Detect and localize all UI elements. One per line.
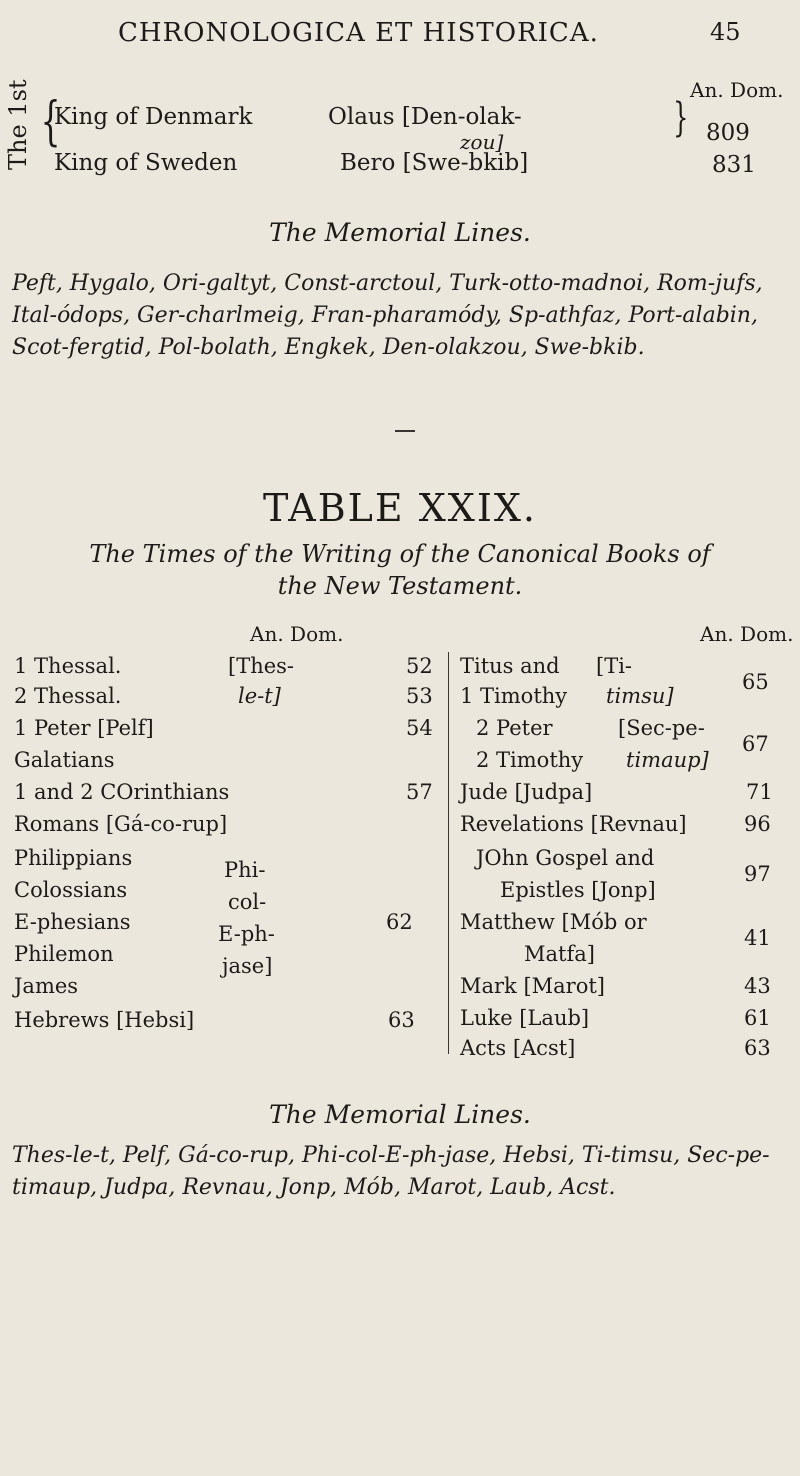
- year: 53: [406, 684, 433, 708]
- year-809: 809: [706, 120, 750, 146]
- book-row: 2 Thessal.: [14, 684, 122, 708]
- book-row: E-phesians: [14, 910, 131, 934]
- side-label: The 1st: [4, 79, 32, 170]
- tag: timsu]: [606, 684, 674, 708]
- year: 67: [742, 732, 769, 756]
- year: 71: [746, 780, 773, 804]
- king-name-olaus-cont: zou]: [460, 130, 504, 154]
- king-name-bero: Bero [Swe-bkib]: [340, 150, 529, 176]
- table-subtitle-2: the New Testament.: [277, 572, 523, 600]
- memorial-text-1: Peft, Hygalo, Ori-galtyt, Const-arctoul, Turk-otto-madnoi, Rom-jufs, Ital-ódops, Ger-charlmeig, Fran-pharamódy, Sp-athfaz, Port-alabin, Scot-fergtid, Pol-bolath, Engkek, Den-olakzou, Swe-bkib.: [12, 271, 763, 360]
- book-row: Galatians: [14, 748, 115, 772]
- book-row: Mark [Marot]: [460, 974, 605, 998]
- book-row: Philemon: [14, 942, 114, 966]
- book-row: 1 and 2 COrinthians: [14, 780, 230, 804]
- memorial-text-2: Thes-le-t, Pelf, Gá-co-rup, Phi-col-E-ph-jase, Hebsi, Ti-timsu, Sec-pe-timaup, Judpa, Revnau, Jonp, Mób, Marot, Laub, Acst.: [12, 1143, 770, 1200]
- book-row: 2 Timothy: [476, 748, 584, 772]
- year-831: 831: [712, 152, 756, 178]
- year: 54: [406, 716, 433, 740]
- book-row: 2 Peter: [476, 716, 553, 740]
- book-row: Acts [Acst]: [460, 1036, 576, 1060]
- book-row: 1 Peter [Pelf]: [14, 716, 154, 740]
- table-title: TABLE XXIX.: [263, 486, 537, 530]
- thes-tag-2: le-t]: [238, 684, 281, 708]
- table-subtitle-1: The Times of the Writing of the Canonical Books of: [89, 540, 711, 568]
- column-divider: [448, 652, 449, 1054]
- memorial-title-1: The Memorial Lines.: [269, 218, 531, 247]
- year: 61: [744, 1006, 771, 1030]
- page-number: 45: [710, 18, 741, 46]
- year: 63: [388, 1008, 415, 1032]
- book-row: Epistles [Jonp]: [500, 878, 656, 902]
- book-row: Luke [Laub]: [460, 1006, 590, 1030]
- book-row: 1 Thessal.: [14, 654, 122, 678]
- book-row: JOhn Gospel and: [476, 846, 655, 870]
- left-brace: {: [40, 92, 61, 152]
- year: 62: [386, 910, 413, 934]
- book-row: Matthew [Mób or: [460, 910, 647, 934]
- tag: timaup]: [626, 748, 709, 772]
- running-head: CHRONOLOGICA ET HISTORICA.: [118, 18, 599, 48]
- phi-tag-3: E-ph-: [218, 922, 275, 946]
- anno-domini-header: An. Dom.: [690, 78, 784, 102]
- year: 63: [744, 1036, 771, 1060]
- col-head-right: An. Dom.: [700, 622, 794, 646]
- tag: [Sec-pe-: [618, 716, 705, 740]
- year: 65: [742, 670, 769, 694]
- thes-tag-1: [Thes-: [228, 654, 295, 678]
- phi-tag-2: col-: [228, 890, 267, 914]
- book-row: Matfa]: [524, 942, 595, 966]
- king-title-denmark: King of Denmark: [54, 104, 253, 130]
- book-row: Hebrews [Hebsi]: [14, 1008, 195, 1032]
- book-row: Revelations [Revnau]: [460, 812, 687, 836]
- right-brace: }: [673, 95, 689, 141]
- memorial-title-2: The Memorial Lines.: [269, 1100, 531, 1129]
- year: 43: [744, 974, 771, 998]
- king-name-olaus: Olaus [Den-olak-: [328, 104, 522, 130]
- year: 57: [406, 780, 433, 804]
- king-title-sweden: King of Sweden: [54, 150, 238, 176]
- book-row: Philippians: [14, 846, 133, 870]
- book-row: Colossians: [14, 878, 128, 902]
- col-head-left: An. Dom.: [250, 622, 344, 646]
- book-row: Jude [Judpa]: [460, 780, 593, 804]
- year: 52: [406, 654, 433, 678]
- book-row: Romans [Gá-co-rup]: [14, 812, 228, 836]
- phi-tag-1: Phi-: [224, 858, 266, 882]
- book-row: 1 Timothy: [460, 684, 568, 708]
- phi-tag-4: jase]: [222, 954, 273, 978]
- divider: [395, 430, 415, 432]
- year: 96: [744, 812, 771, 836]
- tag: [Ti-: [596, 654, 633, 678]
- year: 97: [744, 862, 771, 886]
- book-row: Titus and: [460, 654, 560, 678]
- year: 41: [744, 926, 771, 950]
- book-row: James: [14, 974, 79, 998]
